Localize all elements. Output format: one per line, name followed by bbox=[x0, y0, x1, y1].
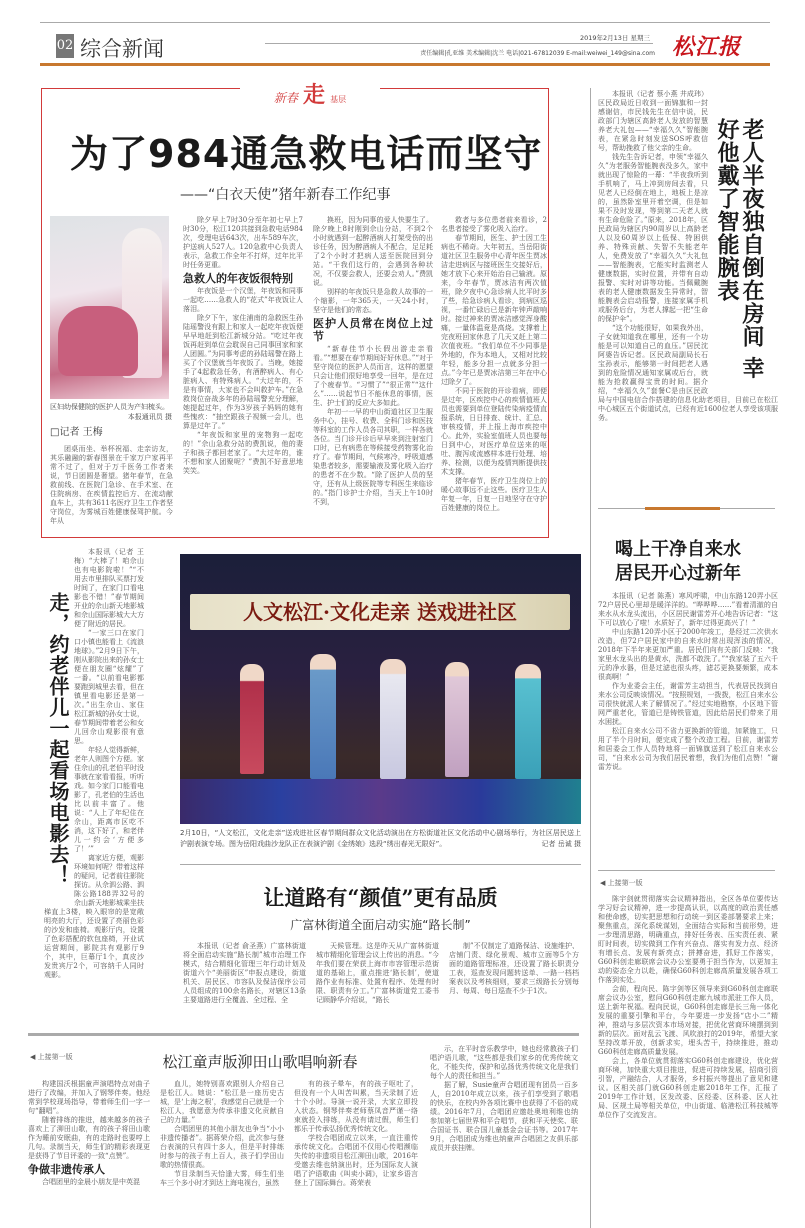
header-editors: 责任编辑|孔亚维 美术编辑|沈兰 电话|021-67812039 E-mail:weiwei_149@sina.com bbox=[420, 50, 655, 57]
stage-photo bbox=[180, 554, 581, 824]
section-title: 综合新闻 bbox=[80, 37, 164, 61]
stage-floor bbox=[180, 779, 581, 824]
lead-photo bbox=[50, 216, 169, 399]
lead-col2 bbox=[183, 216, 303, 535]
subheading: 医护人员常在岗位上过节 bbox=[313, 317, 433, 343]
section-rule bbox=[598, 870, 775, 871]
paragraph: 除夕下午，家住浦南的急救医生孙陆瑶警没有跟上和家人一起吃年夜饭便早早地赶到松江新城分站。“吃过年夜饭再赶到单位会耽误自己同事回家和家人团圆。”为同事考虑的孙陆瑶警在路上买了个汉堡就当年夜饭了。当晚，她接手了4起救急任务，有酒醉病人、有心脏病人、有特殊病人。“大过年的，不是有事情，大家也不会叫救护车。”在急救岗位奋战多年的孙陆瑶警充分理解，她提起过年，作为3岁孩子妈妈的她有些愧疚：“抽空跟孩子视频一会儿，也算是过年了。” bbox=[183, 314, 303, 430]
movie-text bbox=[44, 548, 144, 1032]
paragraph: 年轻人觉得新鲜，老年人则图个方便。家住佘山的孔老伯平时没事就在家看看报，听听戏。如今家门口能看电影了，孔老伯的生活也比以前丰富了。他说：“人上了年纪住在佘山，距离市区吃不消，这下好了，和老伴儿一约会‘方便多了！’” bbox=[74, 746, 144, 853]
performer bbox=[445, 662, 469, 777]
paragraph: 会前，程向民、陈宇剑等区领导来到G60科创走廊联席会议办公室，慰问G60科创走廊九城市派驻工作人员，送上新年祝福。程向民说，G60科创走廊是长三角一体化发展的重要引擎和平台，今年要进一步发扬“店小二”精神，推动与多层次资本市场对接，把优化营商环境摆到到新的层次。面对乱云飞渡、风吹浪打的2019年，希望大家坚持改革开放，创新求实，埋头苦干，持续推进，推动G60科创走廊高质量发展。 bbox=[598, 985, 778, 1056]
song-col1 bbox=[28, 1080, 150, 1226]
paragraph: 本报讯（记者 俞圣燕）广富林街道将全面启动实施“路长制”城市治理工作模式，结合精细化管理三年行动计划及街道六个“美丽街区”申报点建设，街道机关、居民区、市容队及保洁保序公司人员组成的100余名路长，对辖区13条主要道路进行全覆盖、全过程、全 bbox=[183, 942, 306, 1004]
mother-figure bbox=[58, 306, 138, 376]
subheading: 争做非遗传承人 bbox=[28, 1163, 105, 1176]
road-headline: 让道路有“颜值”更有品质 bbox=[263, 885, 498, 910]
section-rule bbox=[180, 864, 581, 865]
paragraph: “年夜饭和家里的宠物狗一起吃的！”佘山急救分站的费凯说，他的妻子和孩子都回老家了。“大过年的，谁不想和家人团聚呢？”费凯不好意思地笑笑。 bbox=[183, 431, 303, 475]
watch-text bbox=[598, 90, 778, 500]
road-subhead: 广富林街道全面启动实施“路长制” bbox=[290, 918, 471, 932]
paragraph: 年夜饭是一个汉堡，年夜饭和同事一起吃……急救人的“花式”年夜饭让人落泪。 bbox=[183, 287, 303, 313]
headline-float bbox=[44, 590, 74, 906]
thick-section-rule bbox=[28, 1033, 579, 1036]
stage-banner-text: 人文松江·文化走亲 送戏进社区 bbox=[243, 600, 517, 624]
stage-caption-text: 2月10日，“人文松江，文化走亲”送戏进社区春节期间群众文化活动演出在方松街道社区文化活动中心剧场举行，为社区居民送上沪剧表演专场。图为岳阳戏曲沙龙队正在表演沪剧《金绣娘》选段“绣出春光无限好”。 bbox=[180, 829, 581, 848]
lead-byline: □记者 王梅 bbox=[50, 427, 103, 438]
paragraph: 年初一一早的中山街道社区卫生服务中心，挂号、收费、全科门诊和医技等科室的工作人员各司其职，一样各就各位。当门诊开诊后早早来到注射室门口时，已有病患在等候接受药物雾化治疗了。春节期间，气候寒冷，呼吸道感染患者较多，需要输液及雾化吸入治疗的患者不在少数。“除了医护人员的坚守，还有从上级医院等专科医生来临诊的。”指门诊护士介绍，当天上午10时不到， bbox=[313, 408, 433, 506]
paragraph: 换班，因为同事的爱人快要生了。除夕晚上8时刚到佘山分站，不到2个小时就遇到一起醉酒病人打架受伤的出诊任务，因为醉酒病人不配合，足足耗了2个小时才把病人送至医院回到分站。“干我们这行的，会遇到各种状况，不仅要会救人，还要会劝人。”费凯说。 bbox=[313, 216, 433, 287]
lead-col1 bbox=[50, 445, 173, 535]
road-col3 bbox=[449, 942, 579, 1026]
stage-credit: 记者 岳诚 摄 bbox=[541, 840, 581, 848]
header-mid-rule bbox=[265, 43, 653, 44]
performer bbox=[310, 654, 336, 779]
paragraph: 救者与多位患者前来看诊，2名患者接受了雾化吸入治疗。 bbox=[441, 216, 547, 233]
performer bbox=[515, 664, 541, 779]
water-headline bbox=[615, 538, 741, 586]
paragraph: 团桌而坐、举杯祝福、走亲访友，其乐融融的新春图景在千家万户家再平常不过了，但对于万千医务工作者来说，节日团圆是奢望。猪年春节，在急救前线、在医院门急诊、在手术室、在住院病房、在疾情监控后方、在流动献血车上，共有3611名医疗卫生工作者坚守岗位，为雾城百姓健康保驾护航。今年从 bbox=[50, 445, 173, 525]
performer bbox=[380, 659, 406, 779]
stage-banner bbox=[190, 594, 570, 630]
paragraph: 会上，各单位就贯彻落实G60科创走廊建设，优化营商环境，加快重大项目推进，促进可持续发展，招商引资引智，产融结合，人才服务，乡村振兴等提出了意见和建议。区相关部门就G60科创走廊2018年工作，汇报了2019年工作计划，区发改委、区经委、区科委、区人社局、区规土局等相关单位，中山街道、临港松江科技城等单位作了交流发言。 bbox=[598, 1057, 778, 1119]
paragraph: 本报讯（记者 蔡小燕 井成玮）区民政局近日收到一面锦旗和一封感谢信，市民钱先生在信中说，民政部门为辖区高龄老人发放的智慧养老大礼包——“幸福久久”智能腕表，在紧急时刻发送SOS呼救信号，帮助挽救了他父亲的生命。 bbox=[598, 90, 708, 152]
column-divider bbox=[590, 88, 591, 1228]
paragraph: 随着排练的推进，越来越多的孩子喜欢上了泖田山歌，有的孩子将田山歌作为睡前安眠曲，有的走路时也要哼上几句。录制当天，师生们的精彩表现更是获得了节目评委的一致“点赞”。 bbox=[28, 1116, 150, 1160]
road-col2 bbox=[316, 942, 439, 1026]
paragraph: 制”不仅制定了道路保洁、设施维护、店铺门责、绿化景观、城市立面等5个方面的道路管理标准，还设置了路长职责分工表，巡查发现问题转送单、一路一档档案表以及考核细则，要求三级路长分别每月、每周、每日巡查不少于1次。 bbox=[449, 942, 579, 995]
paragraph: 作为业委会主任，谢雷芳主动担当，代表居民找到自来水公司反映该情况。“按照规划，一拨拨，松江自来水公司很快就派人来了解情况了。”经过实地勘察，小区地下管网严重老化，管道已是铸铁管道，因此给居民们带来了用水困扰。 bbox=[598, 682, 778, 726]
lead-headline: 为了984通急救电话而坚守 bbox=[70, 132, 543, 176]
song-col4 bbox=[430, 1045, 578, 1226]
paragraph: 中山东路120弄小区于2000年竣工，是经过二次供水改造，但72户居民家中的自来水时常出现浑浊的情况，2018年下半年来更加严重。居民们向有关部门反映：“我家里水龙头出的是黄水，洗都不敢洗了。”“我家装了五六千元的净水器，但是过滤也很头疼，滤芯更换要频繁，成本很高啊！” bbox=[598, 628, 778, 681]
header-top-rule bbox=[40, 22, 770, 23]
water-text bbox=[598, 592, 778, 862]
water-headline-line1: 喝上干净自来水 bbox=[615, 539, 741, 560]
paragraph: 示，在平时音乐教学中，她也经常教孩子们唱沪语儿歌，“这些都是我们家乡的优秀传统文化，不能失传，保护和弘扬优秀传统文化是我们每个人的责任和担当。” bbox=[430, 1045, 578, 1080]
subheading: 急救人的年夜饭很特别 bbox=[183, 272, 293, 285]
series-badge bbox=[240, 78, 380, 106]
paragraph: 天候管理。这是昨天从广富林街道城市精细化管理会议上传出的消息。“今年我们要在荣获上海市市容管理示范街道的基础上，重点推进‘路长制’，使道路作业有标准、处置有程序、处理有时限、职责有分工。”广富林街道党工委书记顾静华介绍说，“路长 bbox=[316, 942, 439, 1004]
photo-caption bbox=[50, 402, 172, 422]
paragraph: 有的孩子晕车，有的孩子呕吐了，但没有一个人叫苦叫累，当天录制了近十个小时。导演一说开录，大家立即投入状态。钢琴伴奏老师蔡凤音严谨一络束就投入排练，从没有请过假，师生们都乐于传承弘扬优秀传统文化。 bbox=[294, 1080, 418, 1133]
paragraph: 据了解，Susie童声合唱团现有团员一百多人，自2010年成立以来，孩子们享受到了歌唱的快乐，在校内外各项比赛中也获得了不俗的成绩。2016年7月，合唱团应邀赴奥地利维也纳参加第七届世界和平合唱节，获和平天使奖、联合国证书、联合国儿童基金会证书等。2017年9月，合唱团成为维也纳童声合唱团之友俱乐部成员并获挂牌。 bbox=[430, 1081, 578, 1152]
paragraph: 别样的年夜饭只是急救人故事的一个缩影，一年365天，一天24小时，坚守是他们的常态。 bbox=[313, 288, 433, 314]
performer bbox=[240, 664, 264, 774]
paragraph: 松江自来水公司不省力更换新的管道，加紧施工，只用了半个月时间，便完成了整个改造工程。目前，谢雷芳和居委会工作人员特地将一面锦旗送到了松江自来水公司，“自来水公司为我们居民着想，我们为他们点赞！”谢雷芳说。 bbox=[598, 727, 778, 771]
paragraph: 合唱团里的金晨小朋友是中英混 bbox=[42, 1178, 140, 1186]
photo-credit: 本报通讯员 摄 bbox=[127, 413, 172, 421]
song-continued-label: ◀ 上接第一版 bbox=[30, 1053, 73, 1061]
song-col3 bbox=[294, 1080, 418, 1226]
continued-label: ◀ 上接第一版 bbox=[600, 879, 643, 887]
paragraph: 节目录制当天恰逢大雾，师生们坐车三个多小时才到达上海电视台，虽然 bbox=[160, 1170, 284, 1187]
watch-headline: 老人半夜独自倒在房间 幸好他戴了智能腕表 bbox=[714, 118, 765, 380]
paragraph: 血儿，她特别喜欢跟别人介绍自己是松江人。她说：“松江是一座历史古城，是‘上海之根’，我感觉自己就是一个松江人，我愿意为传承非遗文化贡献自己的力量。” bbox=[160, 1080, 284, 1124]
paragraph: 本报讯（记者 陈燕）寒风呼啸，中山东路120弄小区72户居民心里却是暖洋洋的。“哗哗哗……”看着清澈的自来水从水龙头流出，小区居民谢雷芳开心地告诉记者：“这下可以放心了啦！水质好了，新年过得更高兴了！” bbox=[598, 592, 778, 627]
section-orange-mark bbox=[645, 507, 720, 510]
newspaper-logo: 松江报 bbox=[672, 34, 742, 60]
paragraph: 陈宇剑就贯彻落实会议精神指出，全区各单位要传达学习好会议精神，进一步提高认识，以高度的政治责任感和使命感，切实把思想和行动统一到区委部署要求上来；聚焦重点，深化系统谋划，全面结合实际和当前形势，进一步理清思路，明确重点，排好任务表、压实责任表、紧盯时间表，切实做到工作有兴奋点、落实有发力点、经济有增长点、发展有新亮点；拼搏奋进，抓好工作落实，G60科创走廊联席会议办公室要勇于担当作为，以更加主动的姿态全力以赴，确保G60科创走廊高质量发展各项工作落到实处。 bbox=[598, 895, 778, 984]
movie-headline: 走，约老伴儿一起看场电影去！ bbox=[46, 592, 70, 886]
paragraph: 学校合唱团成立以来，一直注重传承传统文化。合唱团不仅用心传唱濒临失传的非遗项目松江泖田山歌，2016年受邀去维也纳演出时，还为国际友人演唱了沪语歌曲《叫卖小调》，让家乡语言登上了国际舞台。蒋荣表 bbox=[294, 1134, 418, 1187]
badge-mid: 走 bbox=[303, 82, 326, 108]
paragraph: 猪年春节，医疗卫生岗位上的暖心故事远不止这些。医疗卫生人年复一年，日复一日地坚守在守护百姓健康的岗位上。 bbox=[441, 477, 547, 512]
continued-text bbox=[598, 895, 778, 1227]
header-orange-bar bbox=[40, 63, 770, 66]
photo-caption-text: 区妇幼保健院的医护人员为产妇梳头。 bbox=[50, 403, 169, 411]
lead-subhead: ——“白衣天使”猪年新春工作纪事 bbox=[180, 187, 391, 203]
stage-caption bbox=[180, 828, 581, 850]
page-number: 02 bbox=[56, 34, 74, 58]
headline-float bbox=[708, 90, 778, 390]
water-headline-line2: 居民开心过新年 bbox=[615, 563, 741, 584]
song-col2 bbox=[160, 1080, 284, 1226]
paragraph: 本报讯（记者 王梅）“大棒了！咱佘山也有电影院啦！”“不用去市里排队买票打发时间了，在家门口看电影也不错！”春节期间开业的佘山新天地影城和佘山国际影城大大方便了附近的居民。 bbox=[74, 548, 144, 628]
song-headline: 松江童声版泖田山歌唱响新春 bbox=[162, 1053, 358, 1071]
badge-left: 新春 bbox=[273, 91, 298, 105]
lead-col4 bbox=[441, 216, 547, 535]
paragraph: 春节期间，医生、护士因工生病也不稀奇。大年初五，当岳阳街道社区卫生服务中心青年医生贾冰洁走进病区与接班医生交接好后，她才放下心来开始治自己输液。原来，今年春节，贾冰洁有两次值班，除夕夜中心急诊病人比平时多了些，给急诊病人看诊，到病区巡视，一番忙碌后已是新年钟声敲响时。接过神来的贾冰洁感觉浑身酸痛，一量体温竟是高烧。支撑着上完夜班回家休息了几天又赶上第二次值夜班。“我们单位不少同事是外地的，作为本地人，又相对比较年轻，能多分担一点就多分担一点。”今年已是贾冰洁第三年在中心过除夕了。 bbox=[441, 234, 547, 386]
paragraph: 钱先生告诉记者，申领“幸福久久”为老服务智能腕表没多久，家中就出现了惊险的一幕：“半夜我听到手机响了，马上冲到房间去看，只见老人已经倒在地上，地板上是凉的，虽然卧室里开着空调，但是如果不及时发现，等到第二天老人就有生命危险了。”原来，2018年，区民政局为辖区内90周岁以上高龄老人以及60周岁以上低保、特困供养、特殊贡献、失智不失能老年人，免费发放了“幸福久久”大礼包——智能腕表，它能实时监测老人健康数据，实时位置，并带有自动报警、实时对讲等功能。当佩戴腕表的老人健康数据发生异常时，智能腕表会启动报警，连接家属手机或服务后台，为老人撑起一把“生命的保护伞”。 bbox=[598, 153, 708, 323]
paragraph: “一家三口在家门口小镇也能看上《流浪地球》。”2月9日下午，刚从影院出来的孙女士便在朋友圈“炫耀”了一番。“以前看电影都要跑到城里去看，但在镇里看电影还是第一次。”出生佘山、家住松江新城的孙女士说，春节期间带着老公和女儿回佘山观影很有意思。 bbox=[74, 629, 144, 745]
lead-col3 bbox=[313, 216, 433, 535]
paragraph: “这个功能很好，如果我外出，子女就知道我在哪里，还有一个功能是可以知道自己的血压。”居民沈阿婆告诉记者。区民政局副局长石宝孙表示，能够第一时间把老人遇到的危险情况通知家属或后台，就能为抢救赢得宝贵的时间。据介绍，“幸福久久”套餐C是由区民政局与中国电信合作搭建的信息化助老项目，目前已在松江中心城区五个街道试点，已经有近1600位老人享受该项服务。 bbox=[598, 324, 778, 422]
paragraph: 合唱团里的其他小朋友也争当“小小非遗传播者”。据蒋荣介绍，此次参与登台表演的只有四十多人，但是平时排练时参与的孩子有上百人，孩子们学田山歌的热情很高。 bbox=[160, 1125, 284, 1169]
badge-right: 基层 bbox=[330, 95, 347, 104]
paragraph: 离家近方便，观影环境如何呢？带着这样的疑问，记者前往影院探访。从佘泗公路、泗陈公路188弄32号的佘山新天地影城乘坐扶梯直上3楼，映入眼帘的是宽敞明亮的大厅，还设置了亮丽色彩的沙发和座椅。观影厅内，设置了色彩搭配的软包座椅，开业试运营期间，影院共有观影厅9个，其中，巨幕厅1个，真皮沙发贵宾厅2个，可容纳千人同时观影。 bbox=[44, 854, 144, 979]
paragraph: 不同于医院的开诊看病，即便是过年，区疾控中心的疾情值班人员也需要到单位登陆传染病疫情直报系统，日日排查、统计、汇总、审核疫情，并上报上海市疾控中心。此外，实验室值班人员也要每日到中心，对医疗单位送来的呕吐、腹泻或流感样本进行处理、培养、检测，以便为疫情判断提供技术支撑。 bbox=[441, 387, 547, 476]
paragraph: 除夕早上7时30分至年初七早上7时30分，松江120共接到急救电话984次，受理电话643次，出车589车次，护送病人527人。120急救中心负责人表示，急救工作全年不打烊，过年比平时任务更重。 bbox=[183, 216, 303, 269]
paragraph: “新春佳节小长假出游走亲看看。”“想要在春节期间好好休息。”“对于坚守岗位的医护人员而言，这样的愿望只会让他们很好地享受一回年，是在过了个疲春节。“习惯了”“很正常”“这什么”……说起节日不能休息的事情，医生、护士们的反应大多如此。 bbox=[313, 345, 433, 407]
paragraph: 构建国沃根据童声演唱特点对曲子进行了改编，并加入了钢琴伴奏。他经常到学校现场指导，带着师生们一字一句“翻唱”。 bbox=[28, 1080, 150, 1115]
header-date: 2019年2月13日 星期三 bbox=[579, 34, 650, 42]
road-col1 bbox=[183, 942, 306, 1026]
